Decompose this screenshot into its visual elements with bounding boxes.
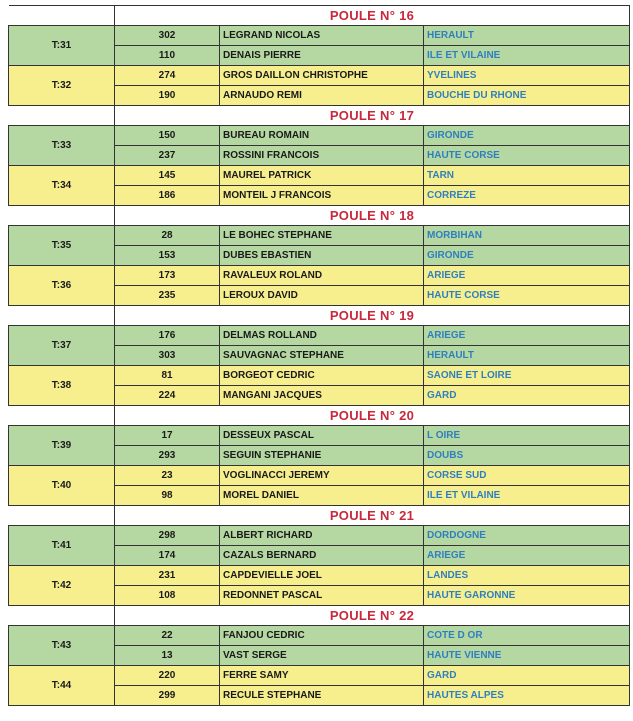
table-label: T:39: [9, 426, 115, 466]
player-row: [9, 666, 630, 686]
player-name: MOREL DANIEL: [220, 486, 424, 506]
poules-sheet: [8, 5, 629, 706]
player-department: ILE ET VILAINE: [424, 486, 630, 506]
poule-header-spacer: [9, 406, 115, 426]
player-row: [9, 366, 630, 386]
player-department: HAUTES ALPES: [424, 686, 630, 706]
player-number: 173: [115, 266, 220, 286]
player-name: REDONNET PASCAL: [220, 586, 424, 606]
poule-header-spacer: [9, 206, 115, 226]
player-department: BOUCHE DU RHONE: [424, 86, 630, 106]
player-name: ROSSINI FRANCOIS: [220, 146, 424, 166]
player-number: 110: [115, 46, 220, 66]
player-number: 224: [115, 386, 220, 406]
player-number: 274: [115, 66, 220, 86]
poule-title: POULE N° 22: [115, 606, 630, 626]
player-department: SAONE ET LOIRE: [424, 366, 630, 386]
player-department: ILE ET VILAINE: [424, 46, 630, 66]
player-number: 174: [115, 546, 220, 566]
player-row: [9, 326, 630, 346]
player-name: SAUVAGNAC STEPHANE: [220, 346, 424, 366]
table-label: T:40: [9, 466, 115, 506]
player-name: DUBES EBASTIEN: [220, 246, 424, 266]
player-department: GARD: [424, 386, 630, 406]
poule-title: POULE N° 16: [115, 6, 630, 26]
player-name: MAUREL PATRICK: [220, 166, 424, 186]
player-name: DELMAS ROLLAND: [220, 326, 424, 346]
player-department: GARD: [424, 666, 630, 686]
player-number: 150: [115, 126, 220, 146]
player-name: VAST SERGE: [220, 646, 424, 666]
player-name: LEGRAND NICOLAS: [220, 26, 424, 46]
player-department: HERAULT: [424, 26, 630, 46]
poule-title: POULE N° 17: [115, 106, 630, 126]
player-department: MORBIHAN: [424, 226, 630, 246]
player-department: LANDES: [424, 566, 630, 586]
player-row: [9, 126, 630, 146]
player-department: COTE D OR: [424, 626, 630, 646]
table-label: T:37: [9, 326, 115, 366]
poule-header-row: [9, 406, 630, 426]
player-row: [9, 266, 630, 286]
poule-title: POULE N° 20: [115, 406, 630, 426]
poule-header-row: [9, 6, 630, 26]
table-label: T:34: [9, 166, 115, 206]
poule-title: POULE N° 19: [115, 306, 630, 326]
player-name: LE BOHEC STEPHANE: [220, 226, 424, 246]
player-department: HAUTE GARONNE: [424, 586, 630, 606]
player-number: 28: [115, 226, 220, 246]
player-department: DORDOGNE: [424, 526, 630, 546]
player-department: ARIEGE: [424, 266, 630, 286]
player-name: ARNAUDO REMI: [220, 86, 424, 106]
player-department: CORREZE: [424, 186, 630, 206]
player-name: RECULE STEPHANE: [220, 686, 424, 706]
player-number: 293: [115, 446, 220, 466]
player-row: [9, 426, 630, 446]
player-department: TARN: [424, 166, 630, 186]
player-number: 153: [115, 246, 220, 266]
poule-title: POULE N° 18: [115, 206, 630, 226]
player-number: 108: [115, 586, 220, 606]
player-row: [9, 566, 630, 586]
player-department: YVELINES: [424, 66, 630, 86]
player-name: VOGLINACCI JEREMY: [220, 466, 424, 486]
poule-header-spacer: [9, 106, 115, 126]
poule-header-spacer: [9, 506, 115, 526]
player-number: 235: [115, 286, 220, 306]
table-label: T:42: [9, 566, 115, 606]
player-row: [9, 626, 630, 646]
poule-title: POULE N° 21: [115, 506, 630, 526]
player-department: HAUTE VIENNE: [424, 646, 630, 666]
table-label: T:43: [9, 626, 115, 666]
player-department: GIRONDE: [424, 126, 630, 146]
player-number: 81: [115, 366, 220, 386]
player-department: L OIRE: [424, 426, 630, 446]
player-department: HAUTE CORSE: [424, 146, 630, 166]
player-row: [9, 526, 630, 546]
player-number: 303: [115, 346, 220, 366]
player-number: 13: [115, 646, 220, 666]
player-department: DOUBS: [424, 446, 630, 466]
player-department: HAUTE CORSE: [424, 286, 630, 306]
poule-header-row: [9, 106, 630, 126]
player-name: DESSEUX PASCAL: [220, 426, 424, 446]
poule-header-spacer: [9, 6, 115, 26]
player-name: FANJOU CEDRIC: [220, 626, 424, 646]
player-name: MANGANI JACQUES: [220, 386, 424, 406]
table-label: T:32: [9, 66, 115, 106]
player-department: HERAULT: [424, 346, 630, 366]
poule-header-row: [9, 206, 630, 226]
poules-table: [8, 5, 630, 706]
table-label: T:41: [9, 526, 115, 566]
player-row: [9, 66, 630, 86]
player-number: 298: [115, 526, 220, 546]
table-label: T:35: [9, 226, 115, 266]
player-name: GROS DAILLON CHRISTOPHE: [220, 66, 424, 86]
table-label: T:33: [9, 126, 115, 166]
player-name: BUREAU ROMAIN: [220, 126, 424, 146]
player-name: DENAIS PIERRE: [220, 46, 424, 66]
player-number: 237: [115, 146, 220, 166]
player-name: LEROUX DAVID: [220, 286, 424, 306]
player-department: ARIEGE: [424, 546, 630, 566]
table-label: T:38: [9, 366, 115, 406]
player-name: RAVALEUX ROLAND: [220, 266, 424, 286]
poule-header-row: [9, 306, 630, 326]
player-name: BORGEOT CEDRIC: [220, 366, 424, 386]
player-row: [9, 166, 630, 186]
player-row: [9, 26, 630, 46]
player-name: ALBERT RICHARD: [220, 526, 424, 546]
player-number: 145: [115, 166, 220, 186]
player-name: CAZALS BERNARD: [220, 546, 424, 566]
table-label: T:36: [9, 266, 115, 306]
player-name: FERRE SAMY: [220, 666, 424, 686]
table-label: T:31: [9, 26, 115, 66]
poule-header-spacer: [9, 606, 115, 626]
player-number: 17: [115, 426, 220, 446]
player-row: [9, 466, 630, 486]
player-number: 299: [115, 686, 220, 706]
player-number: 190: [115, 86, 220, 106]
player-name: MONTEIL J FRANCOIS: [220, 186, 424, 206]
player-name: SEGUIN STEPHANIE: [220, 446, 424, 466]
player-row: [9, 226, 630, 246]
poule-header-row: [9, 506, 630, 526]
player-name: CAPDEVIELLE JOEL: [220, 566, 424, 586]
player-number: 231: [115, 566, 220, 586]
table-label: T:44: [9, 666, 115, 706]
player-number: 176: [115, 326, 220, 346]
player-number: 22: [115, 626, 220, 646]
player-number: 23: [115, 466, 220, 486]
poule-header-spacer: [9, 306, 115, 326]
player-number: 98: [115, 486, 220, 506]
player-number: 302: [115, 26, 220, 46]
player-number: 220: [115, 666, 220, 686]
player-department: CORSE SUD: [424, 466, 630, 486]
player-number: 186: [115, 186, 220, 206]
poule-header-row: [9, 606, 630, 626]
player-department: GIRONDE: [424, 246, 630, 266]
player-department: ARIEGE: [424, 326, 630, 346]
poules-table-body: [9, 6, 630, 706]
